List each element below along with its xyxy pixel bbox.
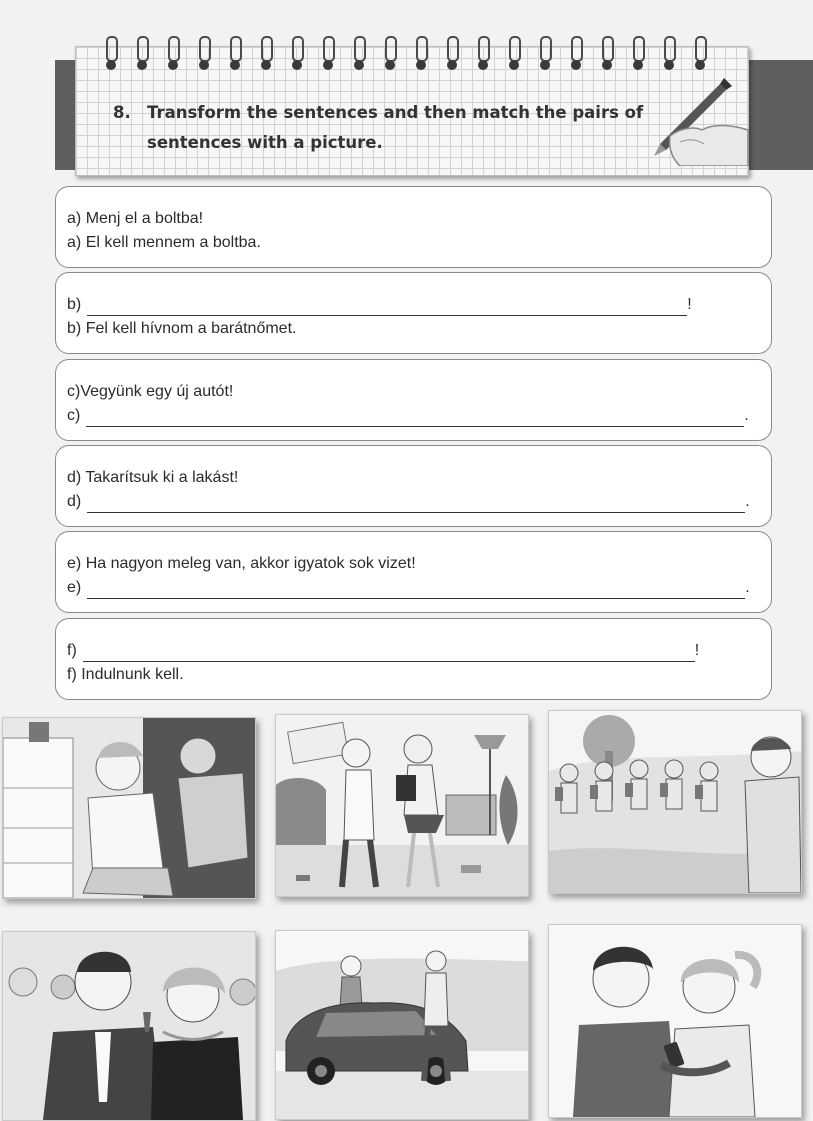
answer-blank[interactable] — [87, 582, 745, 599]
item-end-punct: ! — [694, 642, 700, 659]
item-prefix: a) — [67, 234, 82, 251]
item-sentence: Menj el a boltba! — [85, 210, 204, 227]
item-end-punct: . — [745, 493, 750, 510]
item-prefix: d) — [67, 469, 82, 486]
item-sentence: El kell mennem a boltba. — [85, 234, 261, 251]
picture-messy-room[interactable] — [275, 714, 529, 897]
item-prefix: b) — [67, 296, 82, 313]
item-end-punct: . — [744, 407, 749, 424]
picture-party-couple[interactable] — [2, 931, 256, 1121]
picture-hiking-in-heat[interactable] — [548, 710, 802, 894]
exercise-number: 8. — [113, 103, 131, 122]
item-line — [67, 208, 203, 230]
exercise-title — [113, 98, 653, 158]
spiral-ring — [446, 36, 458, 72]
exercise-title-line2: sentences with a picture. — [147, 133, 383, 152]
item-prefix: b) — [67, 320, 82, 337]
picture-couple-phone[interactable] — [548, 924, 802, 1118]
pencil-hand-icon — [640, 66, 750, 166]
item-prefix: a) — [67, 210, 82, 227]
item-box-a — [55, 186, 772, 268]
couple-phone-illustration — [549, 925, 801, 1117]
item-sentence: Fel kell hívnom a barátnőmet. — [85, 320, 297, 337]
item-line — [67, 491, 750, 513]
item-line — [67, 664, 184, 686]
item-line — [67, 553, 416, 575]
empty-fridge-illustration — [3, 718, 255, 898]
answer-blank[interactable] — [86, 410, 744, 427]
answer-blank[interactable] — [87, 496, 745, 513]
item-prefix: f) — [67, 666, 77, 683]
spiral-ring — [167, 36, 179, 72]
spiral-ring — [291, 36, 303, 72]
spiral-ring — [198, 36, 210, 72]
item-box-d — [55, 445, 772, 527]
item-sentence: Vegyünk egy új autót! — [80, 383, 234, 400]
item-line — [67, 381, 233, 403]
spiral-ring — [105, 36, 117, 72]
item-line — [67, 318, 296, 340]
item-line — [67, 640, 699, 662]
spiral-ring — [508, 36, 520, 72]
item-box-b — [55, 272, 772, 354]
item-box-e — [55, 531, 772, 613]
spiral-ring — [322, 36, 334, 72]
item-line — [67, 577, 750, 599]
item-prefix: e) — [67, 579, 82, 596]
picture-empty-fridge[interactable] — [2, 717, 256, 899]
item-box-c — [55, 359, 772, 441]
item-end-punct: ! — [687, 296, 692, 313]
spiral-ring — [384, 36, 396, 72]
item-box-f — [55, 618, 772, 700]
item-prefix: c) — [67, 383, 81, 400]
item-end-punct: . — [745, 579, 750, 596]
item-prefix: f) — [67, 642, 77, 659]
party-illustration — [3, 932, 255, 1120]
item-sentence: Takarítsuk ki a lakást! — [85, 469, 239, 486]
messy-room-illustration — [276, 715, 528, 896]
hiking-illustration — [549, 711, 801, 893]
spiral-ring — [353, 36, 365, 72]
spiral-ring — [570, 36, 582, 72]
item-line — [67, 405, 749, 427]
item-sentence: Indulnunk kell. — [81, 666, 184, 683]
answer-blank[interactable] — [83, 645, 695, 662]
spiral-ring — [260, 36, 272, 72]
item-sentence: Ha nagyon meleg van, akkor igyatok sok vizet! — [85, 555, 416, 572]
item-line — [67, 467, 238, 489]
broken-car-illustration — [276, 931, 528, 1119]
item-prefix: d) — [67, 493, 82, 510]
answer-blank[interactable] — [87, 299, 687, 316]
exercise-title-line1: Transform the sentences and then match the pairs of — [147, 103, 644, 122]
spiral-ring — [539, 36, 551, 72]
spiral-ring — [415, 36, 427, 72]
item-line — [67, 232, 261, 254]
item-prefix: c) — [67, 407, 81, 424]
picture-broken-car[interactable] — [275, 930, 529, 1120]
spiral-ring — [477, 36, 489, 72]
spiral-ring — [136, 36, 148, 72]
spiral-binding — [105, 36, 705, 76]
item-line — [67, 294, 692, 316]
item-prefix: e) — [67, 555, 82, 572]
spiral-ring — [229, 36, 241, 72]
spiral-ring — [601, 36, 613, 72]
